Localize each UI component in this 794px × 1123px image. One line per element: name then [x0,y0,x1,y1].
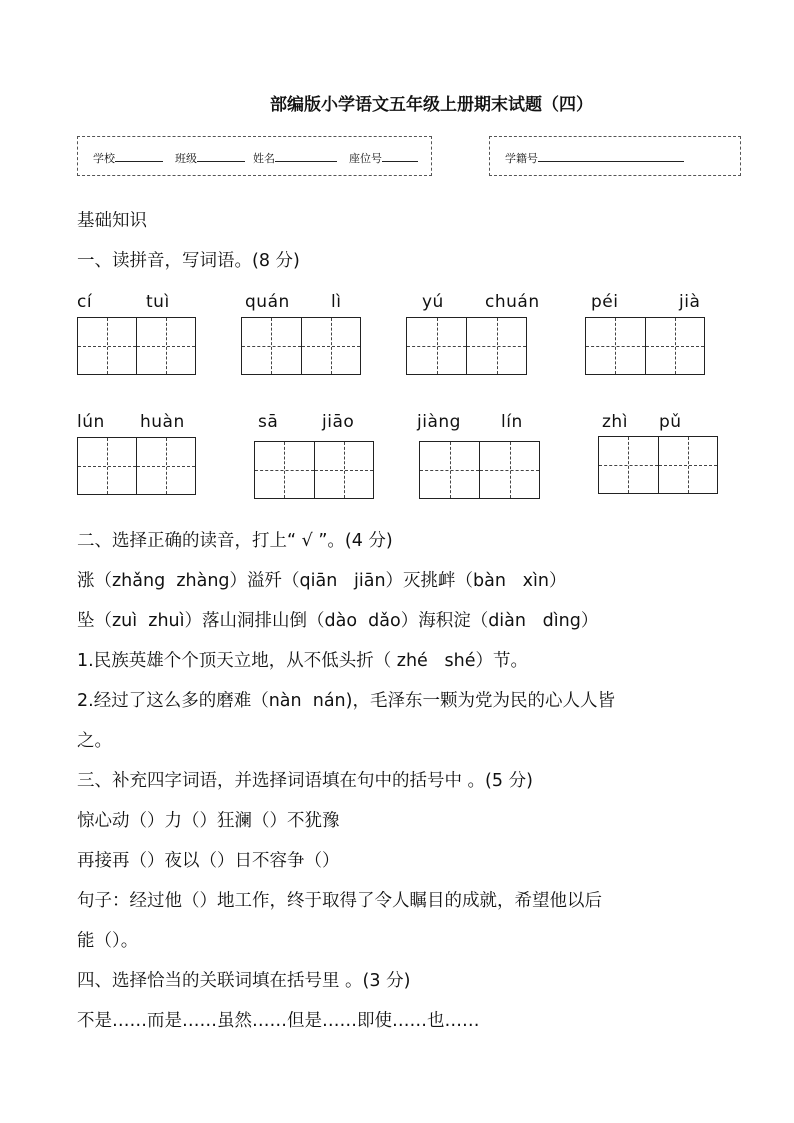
seat-field[interactable] [349,150,418,166]
q2-line: 涨（zhǎng zhàng）溢歼（qiān jiān）灭挑衅（bàn xìn） [77,571,567,591]
q4-heading: 四、选择恰当的关联词填在括号里 。(3 分) [77,971,411,991]
school-field[interactable] [93,150,163,166]
q2-line: 之。 [77,731,112,751]
q3-line: 句子：经过他（）地工作，终于取得了令人瞩目的成就，希望他以后 [77,891,602,911]
q3-heading: 三、补充四字词语，并选择词语填在句中的括号中 。(5 分) [77,771,533,791]
char-grid[interactable] [77,437,196,495]
class-field[interactable] [175,150,245,166]
q2-line: 1.民族英雄个个顶天立地，从不低头折（ zhé shé）节。 [77,651,528,671]
pinyin: zhì [602,412,628,432]
class-label: 班级 [175,152,197,165]
pinyin: yú [422,292,444,312]
student-id-box [489,136,741,176]
char-grid[interactable] [406,317,527,375]
name-field[interactable] [253,150,337,166]
pinyin: péi [591,292,619,312]
char-grid[interactable] [77,317,196,375]
q2-line: 2.经过了这么多的磨难（nàn nán)，毛泽东一颗为党为民的心人人皆 [77,691,615,711]
pinyin: chuán [485,292,540,312]
char-grid[interactable] [241,317,361,375]
char-grid[interactable] [585,317,705,375]
q1-heading: 一、读拼音，写词语。(8 分) [77,251,300,271]
name-blank[interactable] [275,151,337,162]
page-title: 部编版小学语文五年级上册期末试题（四） [270,95,593,115]
student-id-field[interactable] [505,150,684,166]
q3-line: 能（）。 [77,931,139,951]
student-id-label: 学籍号 [505,152,538,165]
pinyin: jià [679,292,701,312]
class-blank[interactable] [197,151,245,162]
q2-line: 坠（zuì zhuì）落山洞排山倒（dào dǎo）海积淀（diàn dìng） [77,611,599,631]
char-grid[interactable] [598,436,718,494]
q3-line: 惊心动（）力（）狂澜（）不犹豫 [77,811,340,831]
pinyin: tuì [146,292,170,312]
pinyin: huàn [140,412,185,432]
pinyin: cí [77,292,93,312]
student-info-box [77,136,432,176]
section-basic: 基础知识 [77,211,147,231]
q3-line: 再接再（）夜以（）日不容争（） [77,851,340,871]
pinyin: sā [258,412,279,432]
pinyin: lín [501,412,523,432]
pinyin: jiāo [322,412,355,432]
pinyin: lún [77,412,105,432]
q2-heading: 二、选择正确的读音，打上“ √ ”。(4 分) [77,531,393,551]
char-grid[interactable] [254,441,374,499]
seat-blank[interactable] [382,151,418,162]
seat-label: 座位号 [349,152,382,165]
char-grid[interactable] [419,441,540,499]
pinyin: lì [331,292,342,312]
q4-line: 不是……而是……虽然……但是……即使……也…… [77,1011,480,1031]
pinyin: pǔ [659,412,682,432]
school-blank[interactable] [115,151,163,162]
school-label: 学校 [93,152,115,165]
name-label: 姓名 [253,152,275,165]
student-id-blank[interactable] [538,151,684,162]
pinyin: jiàng [417,412,461,432]
pinyin: quán [245,292,290,312]
